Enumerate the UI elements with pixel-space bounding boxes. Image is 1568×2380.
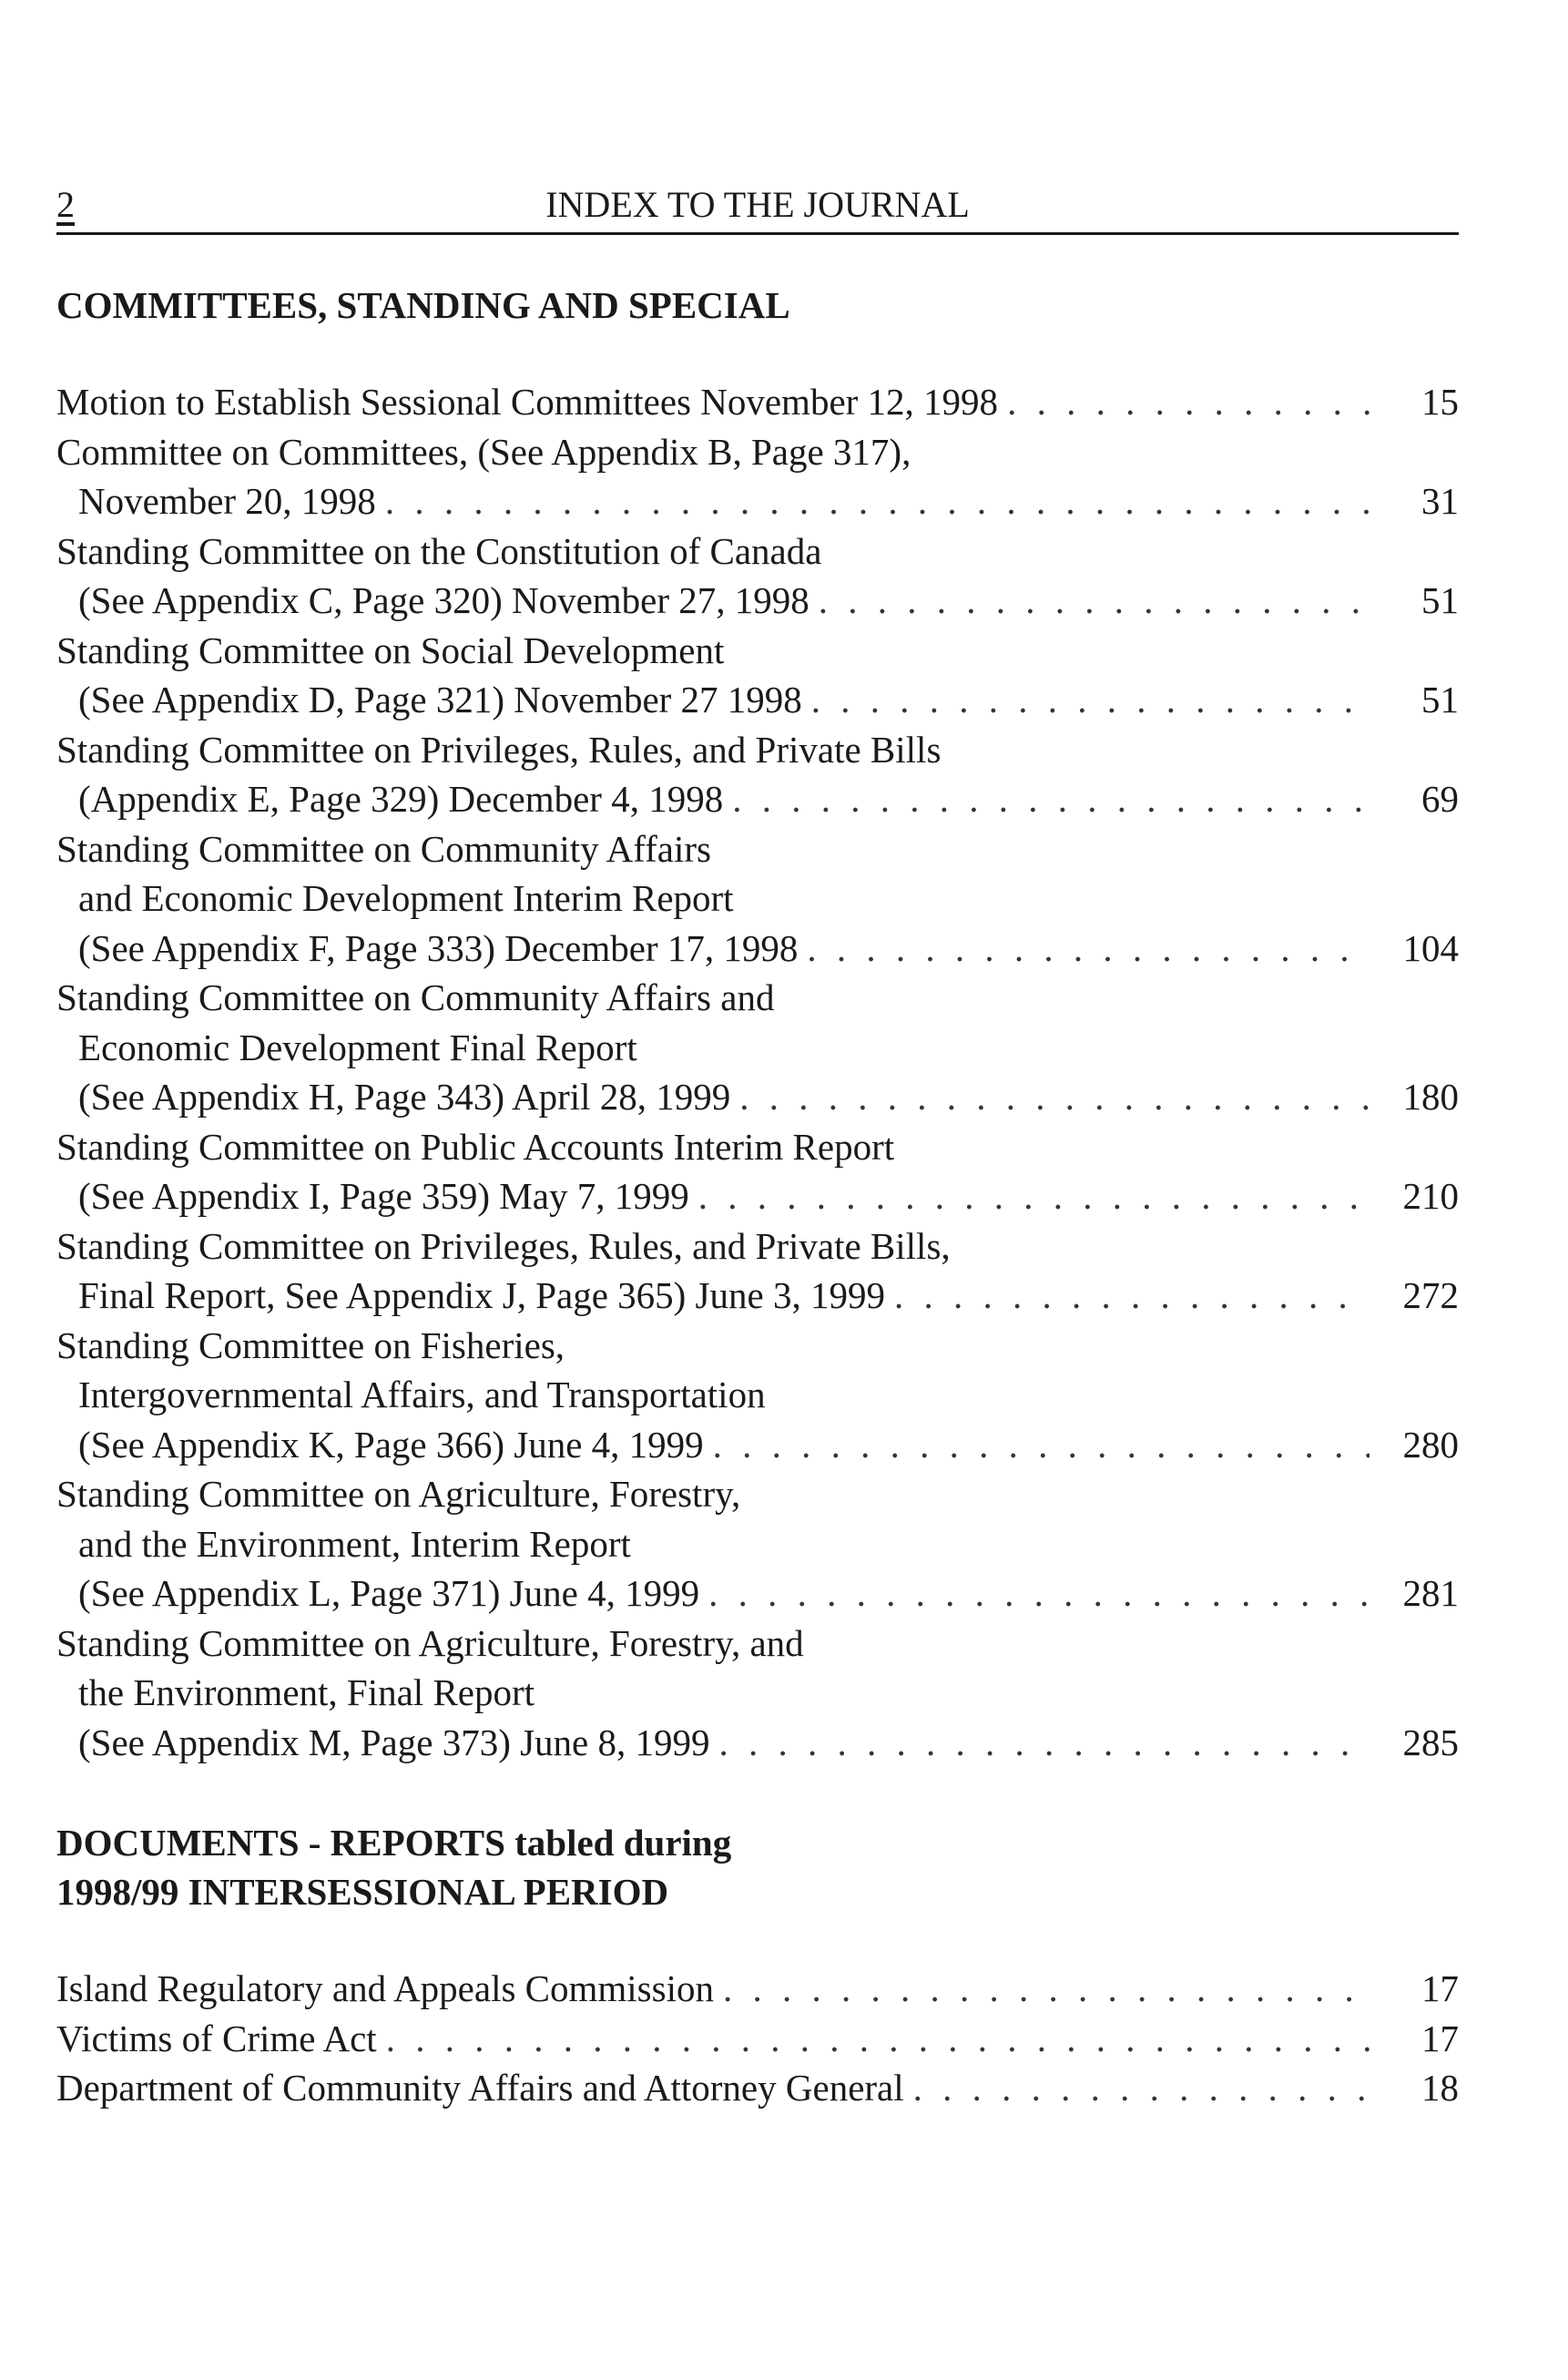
dot-leader	[739, 1072, 1369, 1122]
section-heading	[56, 281, 1459, 330]
entry-page-number: 69	[1421, 778, 1459, 820]
dot-leader	[1007, 377, 1369, 427]
entry-page-number: 272	[1402, 1274, 1459, 1316]
dot-leader	[732, 774, 1369, 824]
dot-leader	[698, 1171, 1369, 1221]
entry-text: Committee on Committees, (See Appendix B, Page 317),	[56, 430, 911, 473]
index-entry	[56, 1122, 1459, 1221]
entry-text: Intergovernmental Affairs, and Transportation	[78, 1374, 766, 1415]
dot-leader	[819, 576, 1369, 626]
index-entry	[56, 2063, 1459, 2113]
entry-text: (See Appendix L, Page 371) June 4, 1999	[78, 1572, 700, 1614]
entry-text: (See Appendix K, Page 366) June 4, 1999	[78, 1423, 704, 1466]
index-entry	[56, 526, 1459, 626]
entry-page-number: 285	[1402, 1721, 1459, 1763]
entry-text: Standing Committee on Social Development	[56, 628, 725, 671]
entry-final-line	[56, 1718, 1459, 1768]
entry-final-line	[56, 924, 1459, 974]
section-documents-reports	[56, 1818, 1459, 2113]
index-entry	[56, 1964, 1459, 2014]
entry-text: Final Report, See Appendix J, Page 365) June 3, 1999	[78, 1274, 885, 1316]
entry-page-number: 51	[1421, 679, 1459, 720]
entry-text: Standing Committee on Community Affairs	[56, 827, 712, 870]
entry-final-line	[56, 774, 1459, 824]
dot-leader	[811, 675, 1369, 725]
entry-text: and the Environment, Interim Report	[78, 1522, 631, 1565]
dot-leader	[386, 2014, 1369, 2064]
entry-list	[56, 1964, 1459, 2113]
entry-text: (See Appendix I, Page 359) May 7, 1999	[78, 1175, 689, 1217]
index-entry	[56, 626, 1459, 725]
entry-text: November 20, 1998	[78, 480, 376, 522]
dot-leader	[719, 1718, 1370, 1768]
entry-page-number: 104	[1402, 926, 1459, 969]
entry-text: (See Appendix H, Page 343) April 28, 1999	[78, 1076, 731, 1118]
dot-leader	[385, 476, 1369, 526]
dot-leader	[713, 1420, 1369, 1470]
section-heading-line: DOCUMENTS - REPORTS tabled during	[56, 1822, 732, 1864]
page-number: 2	[56, 184, 75, 225]
index-entry	[56, 973, 1459, 1122]
entry-text: (Appendix E, Page 329) December 4, 1998	[78, 778, 724, 820]
index-entry	[56, 824, 1459, 974]
dot-leader	[807, 924, 1369, 974]
entry-page-number: 280	[1402, 1423, 1459, 1466]
entry-final-line	[56, 675, 1459, 725]
entry-text: (See Appendix F, Page 333) December 17, 1998	[78, 926, 799, 969]
entry-text: and Economic Development Interim Report	[78, 877, 734, 919]
entry-list	[56, 377, 1459, 1767]
entry-text: (See Appendix C, Page 320) November 27, 1998	[78, 579, 809, 621]
entry-page-number: 15	[1421, 381, 1459, 423]
entry-text: (See Appendix D, Page 321) November 27 1998	[78, 679, 802, 720]
entry-text: Economic Development Final Report	[78, 1026, 637, 1068]
entry-final-line	[56, 1420, 1459, 1470]
index-entry	[56, 2014, 1459, 2064]
dot-leader	[708, 1568, 1369, 1619]
dot-leader	[913, 2063, 1369, 2113]
entry-text: the Environment, Final Report	[78, 1671, 535, 1713]
dot-leader	[723, 1964, 1369, 2014]
section-heading-line: COMMITTEES, STANDING AND SPECIAL	[56, 284, 790, 326]
entry-page-number: 281	[1402, 1572, 1459, 1614]
dot-leader	[894, 1271, 1369, 1321]
index-entry	[56, 427, 1459, 526]
entry-final-line	[56, 576, 1459, 626]
entry-page-number: 180	[1402, 1076, 1459, 1118]
entry-text: Standing Committee on Fisheries,	[56, 1323, 565, 1366]
entry-text: Department of Community Affairs and Attorney General	[56, 2067, 904, 2109]
entry-page-number: 18	[1421, 2067, 1459, 2109]
entry-final-line	[56, 377, 1459, 427]
entry-page-number: 17	[1421, 1967, 1459, 2009]
entry-text: Island Regulatory and Appeals Commission	[56, 1967, 714, 2009]
section-heading-line: 1998/99 INTERSESSIONAL PERIOD	[56, 1871, 669, 1913]
index-entry	[56, 1221, 1459, 1321]
entry-final-line	[56, 1964, 1459, 2014]
index-entry	[56, 377, 1459, 427]
entry-final-line	[56, 2014, 1459, 2064]
running-header	[56, 178, 1459, 235]
entry-text: Standing Committee on Privileges, Rules, and Private Bills	[56, 728, 942, 771]
entry-page-number: 17	[1421, 2017, 1459, 2059]
entry-text: Victims of Crime Act	[56, 2017, 377, 2059]
index-entry	[56, 1469, 1459, 1619]
entry-text: Standing Committee on Community Affairs and	[56, 976, 775, 1018]
entry-final-line	[56, 2063, 1459, 2113]
entry-final-line	[56, 1568, 1459, 1619]
section-committees	[56, 281, 1459, 1767]
entry-final-line	[56, 1171, 1459, 1221]
entry-text: Standing Committee on Public Accounts Interim Report	[56, 1125, 895, 1168]
entry-page-number: 31	[1421, 480, 1459, 522]
entry-page-number: 51	[1421, 579, 1459, 621]
entry-page-number: 210	[1402, 1175, 1459, 1217]
index-entry	[56, 725, 1459, 824]
entry-text: Standing Committee on Agriculture, Forestry, and	[56, 1621, 804, 1664]
index-entry	[56, 1619, 1459, 1768]
entry-final-line	[56, 1271, 1459, 1321]
index-page	[56, 178, 1459, 2113]
entry-text: Motion to Establish Sessional Committees November 12, 1998	[56, 381, 999, 423]
entry-text: Standing Committee on Privileges, Rules, and Private Bills,	[56, 1224, 951, 1267]
entry-final-line	[56, 476, 1459, 526]
entry-text: (See Appendix M, Page 373) June 8, 1999	[78, 1721, 710, 1763]
index-entry	[56, 1321, 1459, 1470]
entry-final-line	[56, 1072, 1459, 1122]
running-title: INDEX TO THE JOURNAL	[545, 184, 970, 225]
entry-text: Standing Committee on Agriculture, Forestry,	[56, 1473, 741, 1515]
entry-text: Standing Committee on the Constitution of Canada	[56, 529, 822, 572]
section-heading	[56, 1818, 1459, 1916]
